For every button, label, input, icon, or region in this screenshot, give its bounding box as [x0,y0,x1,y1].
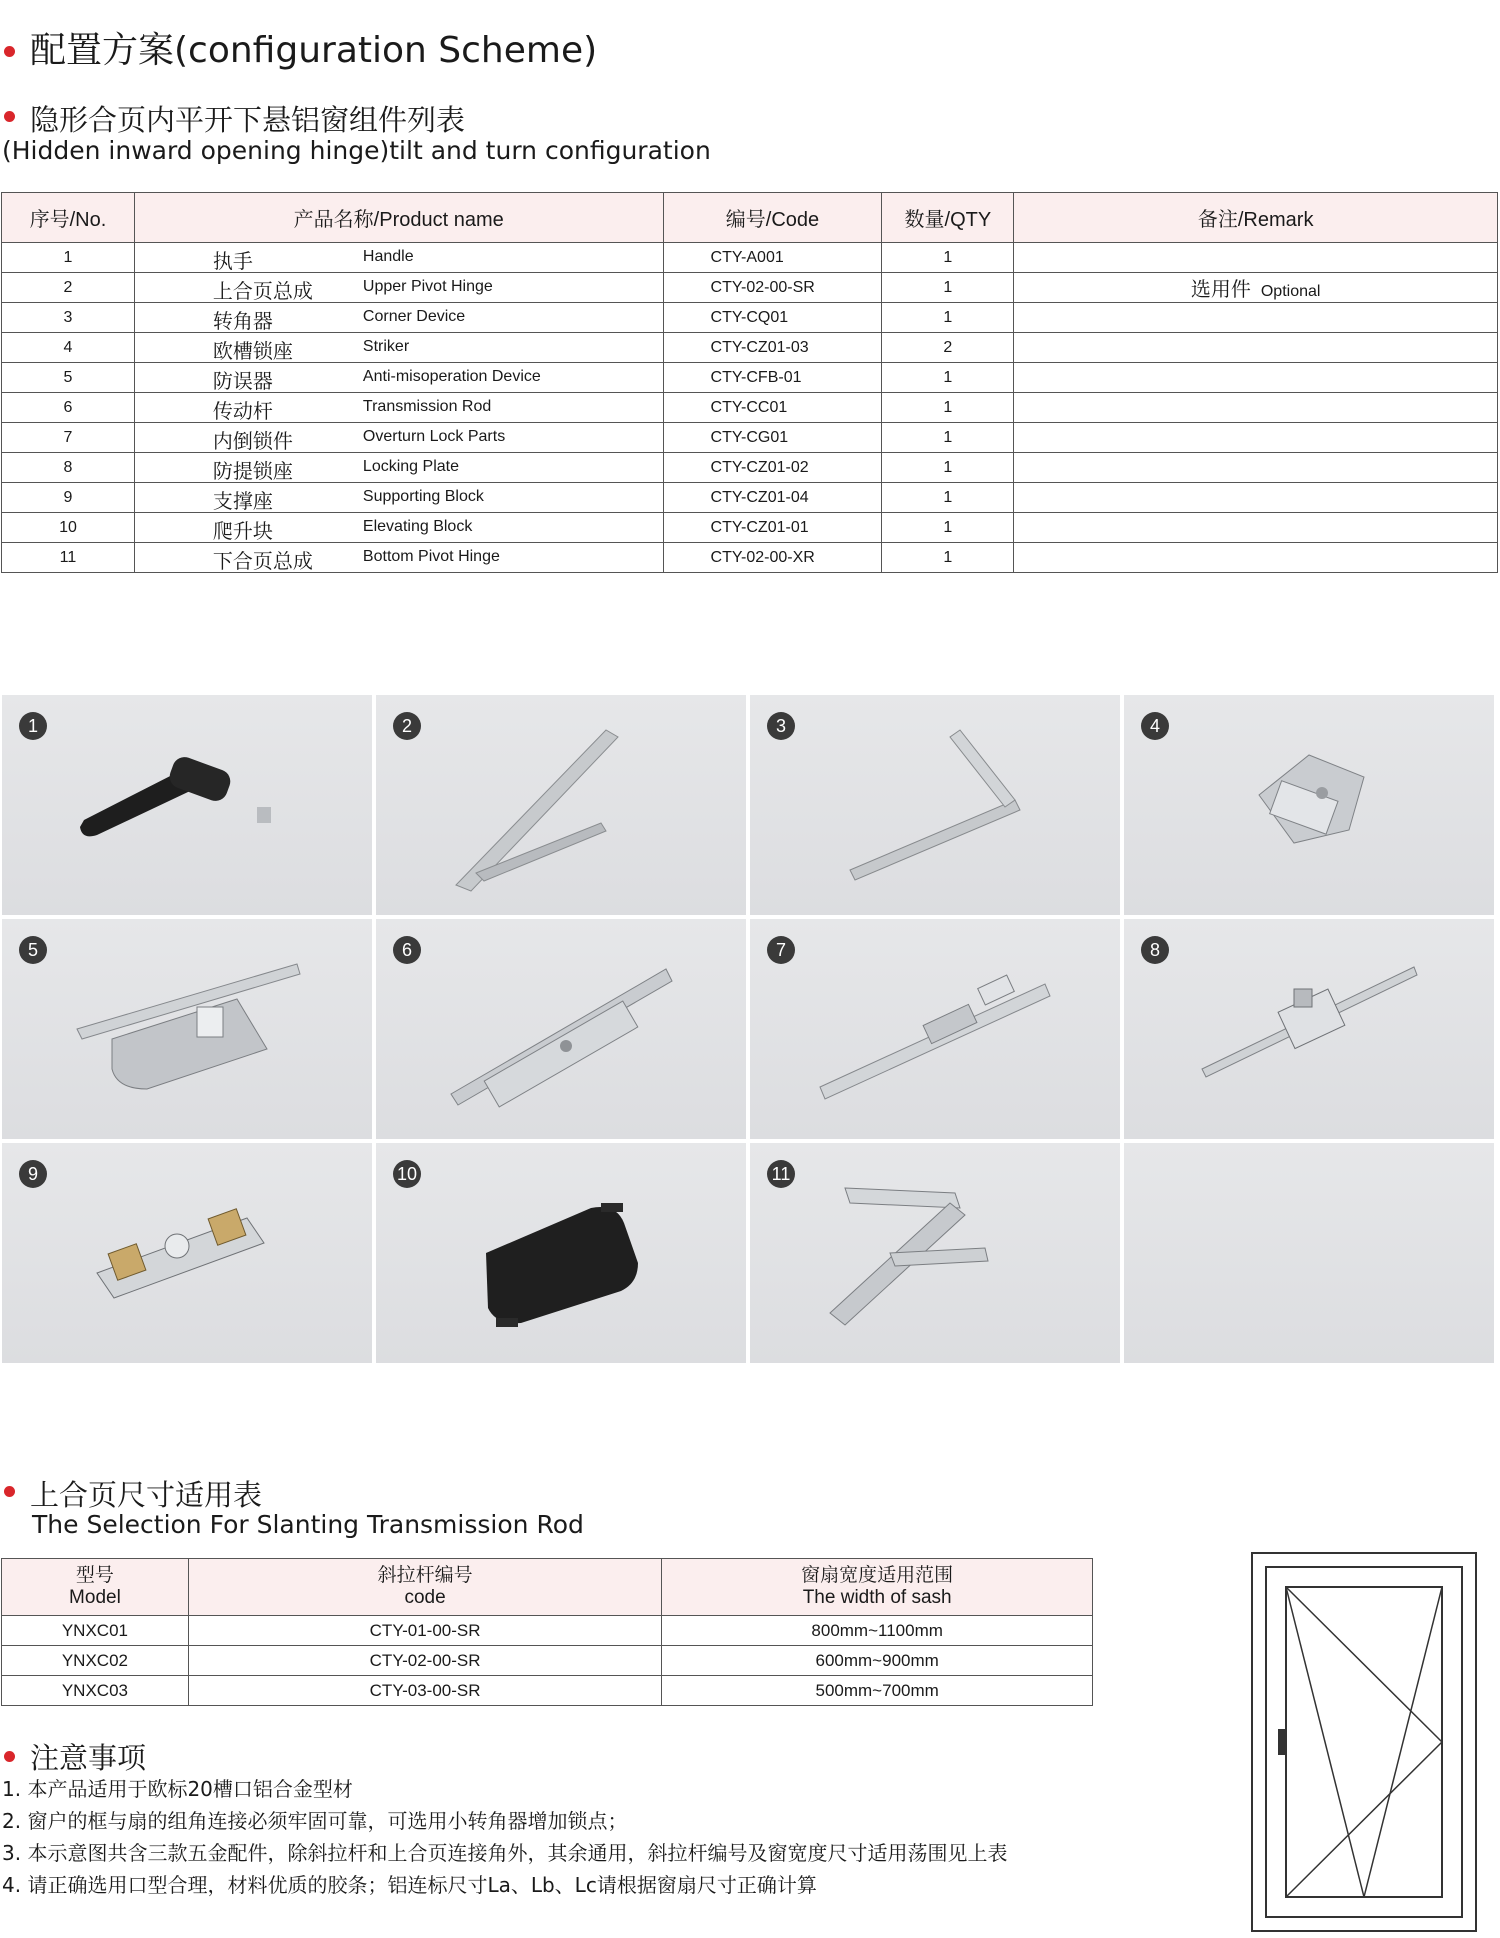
bullet-dot-icon [4,1751,15,1762]
col-header-model-en: Model [69,1587,121,1608]
cell-remark [1014,483,1498,513]
product-name-en: Elevating Block [362,518,473,535]
photo-supporting-block [2,1143,372,1363]
photo-locking-plate [1124,919,1494,1139]
cell-product-name [134,453,663,483]
cell-qty: 1 [882,273,1014,303]
cell-product-name [134,333,663,363]
list-section-title-en: (Hidden inward opening hinge)tilt and turn configuration [2,136,711,165]
note-item: 1. 本产品适用于欧标20槽口铝合金型材 [2,1777,353,1801]
striker-illustration [1124,695,1494,915]
component-photo-grid [2,695,1496,1363]
upper-pivot-hinge-illustration [376,695,746,915]
table-row [2,423,1498,453]
cell-qty: 1 [882,423,1014,453]
cell-qty: 1 [882,363,1014,393]
table-row [2,483,1498,513]
selection-section-title-en: The Selection For Slanting Transmission Rod [32,1510,584,1539]
product-name-zh: 防误器 [212,371,273,393]
cell-remark [1014,393,1498,423]
photo-handle [2,695,372,915]
cell-no: 9 [2,483,135,513]
cell-rod-code: CTY-02-00-SR [188,1646,661,1676]
product-name-en: Handle [362,248,414,265]
col-header-qty: 数量/QTY [882,193,1014,243]
table-row [2,1676,1093,1706]
components-table [1,192,1498,573]
cell-no: 8 [2,453,135,483]
photo-anti-misoperation-device [2,919,372,1139]
col-header-rod-code-zh: 斜拉杆编号 [377,1565,473,1586]
cell-no: 10 [2,513,135,543]
product-name-en: Anti-misoperation Device [362,368,541,385]
anti-misoperation-device-illustration [2,919,372,1139]
cell-sash-width: 800mm~1100mm [662,1616,1093,1646]
supporting-block-illustration [2,1143,372,1363]
cell-qty: 1 [882,303,1014,333]
cell-code: CTY-02-00-XR [663,543,882,573]
photo-empty-tile [1124,1143,1494,1363]
photo-number-badge: 11 [767,1160,795,1188]
bullet-dot-icon [4,46,15,57]
product-name-zh: 爬升块 [212,521,273,543]
product-name-en: Supporting Block [362,488,484,505]
photo-number-badge: 5 [19,936,47,964]
product-name-zh: 执手 [212,251,253,273]
photo-number-badge: 8 [1141,936,1169,964]
product-name-zh: 传动杆 [212,401,273,423]
cell-product-name [134,303,663,333]
notes-list [2,1773,1007,1901]
cell-rod-code: CTY-01-00-SR [188,1616,661,1646]
corner-device-illustration [750,695,1120,915]
product-name-zh: 欧槽锁座 [212,341,293,363]
cell-no: 7 [2,423,135,453]
transmission-rod-illustration [376,919,746,1139]
product-name-zh: 内倒锁件 [212,431,293,453]
product-name-zh: 防提锁座 [212,461,293,483]
table-row [2,333,1498,363]
photo-number-badge: 1 [19,712,47,740]
photo-transmission-rod [376,919,746,1139]
table-row [2,243,1498,273]
cell-no: 5 [2,363,135,393]
cell-model: YNXC03 [2,1676,189,1706]
note-item: 4. 请正确选用口型合理，材料优质的胶条；铝连标尺寸La、Lb、Lc请根据窗扇尺寸正确计算 [2,1873,817,1897]
handle-illustration [2,695,372,915]
elevating-block-illustration [376,1143,746,1363]
cell-no: 3 [2,303,135,333]
cell-code: CTY-CC01 [663,393,882,423]
cell-product-name [134,273,663,303]
photo-number-badge: 7 [767,936,795,964]
photo-elevating-block [376,1143,746,1363]
product-name-en: Upper Pivot Hinge [362,278,493,295]
col-header-model [2,1559,189,1616]
cell-remark [1014,333,1498,363]
cell-remark [1014,423,1498,453]
cell-product-name [134,513,663,543]
product-name-en: Overturn Lock Parts [362,428,506,445]
locking-plate-illustration [1124,919,1494,1139]
cell-code: CTY-02-00-SR [663,273,882,303]
col-header-code: 编号/Code [663,193,882,243]
table-row [2,273,1498,303]
photo-overturn-lock-parts [750,919,1120,1139]
cell-no: 4 [2,333,135,363]
cell-remark [1014,243,1498,273]
table-row [2,453,1498,483]
remark-en: Optional [1260,283,1321,300]
cell-code: CTY-CZ01-04 [663,483,882,513]
note-item: 3. 本示意图共含三款五金配件，除斜拉杆和上合页连接角外，其余通用，斜拉杆编号及窗宽度尺寸适用荡围见上表 [2,1841,1008,1865]
cell-remark [1014,363,1498,393]
product-name-en: Striker [362,338,410,355]
cell-code: CTY-CZ01-02 [663,453,882,483]
table-row [2,1616,1093,1646]
photo-number-badge: 10 [393,1160,421,1188]
photo-corner-device [750,695,1120,915]
table-header-row [2,193,1498,243]
cell-qty: 2 [882,333,1014,363]
table-row [2,543,1498,573]
cell-product-name [134,243,663,273]
product-name-en: Transmission Rod [362,398,492,415]
photo-number-badge: 4 [1141,712,1169,740]
product-name-zh: 转角器 [212,311,273,333]
window-handle-icon [1278,1729,1285,1755]
col-header-product-name: 产品名称/Product name [134,193,663,243]
list-section-title-zh: 隐形合页内平开下悬铝窗组件列表 [30,103,466,137]
cell-code: CTY-CQ01 [663,303,882,333]
cell-no: 2 [2,273,135,303]
cell-qty: 1 [882,453,1014,483]
product-name-zh: 支撑座 [212,491,273,513]
table-row [2,1646,1093,1676]
bullet-dot-icon [4,111,15,122]
photo-number-badge: 2 [393,712,421,740]
product-name-en: Bottom Pivot Hinge [362,548,500,565]
cell-qty: 1 [882,543,1014,573]
cell-remark [1014,513,1498,543]
cell-remark [1014,303,1498,333]
overturn-lock-parts-illustration [750,919,1120,1139]
photo-number-badge: 6 [393,936,421,964]
note-item: 2. 窗户的框与扇的组角连接必须牢固可靠，可选用小转角器增加锁点； [2,1809,628,1833]
cell-remark [1014,273,1498,303]
cell-sash-width: 600mm~900mm [662,1646,1093,1676]
bullet-dot-icon [4,1486,15,1497]
product-name-zh: 下合页总成 [212,551,313,573]
remark-zh: 选用件 [1190,279,1251,301]
photo-upper-pivot-hinge [376,695,746,915]
table-row [2,393,1498,423]
cell-remark [1014,453,1498,483]
photo-number-badge: 9 [19,1160,47,1188]
cell-model: YNXC01 [2,1616,189,1646]
cell-sash-width: 500mm~700mm [662,1676,1093,1706]
product-name-en: Corner Device [362,308,466,325]
col-header-no: 序号/No. [2,193,135,243]
cell-code: CTY-CFB-01 [663,363,882,393]
cell-remark [1014,543,1498,573]
cell-qty: 1 [882,483,1014,513]
product-name-zh: 上合页总成 [212,281,313,303]
cell-code: CTY-CZ01-03 [663,333,882,363]
cell-no: 1 [2,243,135,273]
photo-bottom-pivot-hinge [750,1143,1120,1363]
col-header-model-zh: 型号 [75,1565,114,1586]
col-header-remark: 备注/Remark [1014,193,1498,243]
table-header-row [2,1559,1093,1616]
col-header-rod-code-en: code [404,1587,446,1608]
cell-product-name [134,393,663,423]
cell-qty: 1 [882,513,1014,543]
table-row [2,513,1498,543]
cell-code: CTY-CG01 [663,423,882,453]
cell-code: CTY-CZ01-01 [663,513,882,543]
selection-section-title-zh: 上合页尺寸适用表 [30,1478,263,1512]
selection-table [1,1558,1093,1706]
cell-model: YNXC02 [2,1646,189,1676]
cell-no: 11 [2,543,135,573]
notes-title: 注意事项 [30,1741,147,1775]
window-schematic-diagram [1251,1552,1477,1932]
page-title: 配置方案(configuration Scheme) [30,30,598,71]
cell-code: CTY-A001 [663,243,882,273]
table-row [2,363,1498,393]
cell-no: 6 [2,393,135,423]
photo-number-badge: 3 [767,712,795,740]
cell-product-name [134,483,663,513]
col-header-rod-code [188,1559,661,1616]
col-header-sash-width [662,1559,1093,1616]
cell-rod-code: CTY-03-00-SR [188,1676,661,1706]
cell-qty: 1 [882,243,1014,273]
col-header-sash-width-en: The width of sash [802,1587,952,1608]
bottom-pivot-hinge-illustration [750,1143,1120,1363]
cell-product-name [134,363,663,393]
photo-striker [1124,695,1494,915]
cell-product-name [134,423,663,453]
col-header-sash-width-zh: 窗扇宽度适用范围 [801,1565,954,1586]
cell-qty: 1 [882,393,1014,423]
table-row [2,303,1498,333]
product-name-en: Locking Plate [362,458,459,475]
cell-product-name [134,543,663,573]
